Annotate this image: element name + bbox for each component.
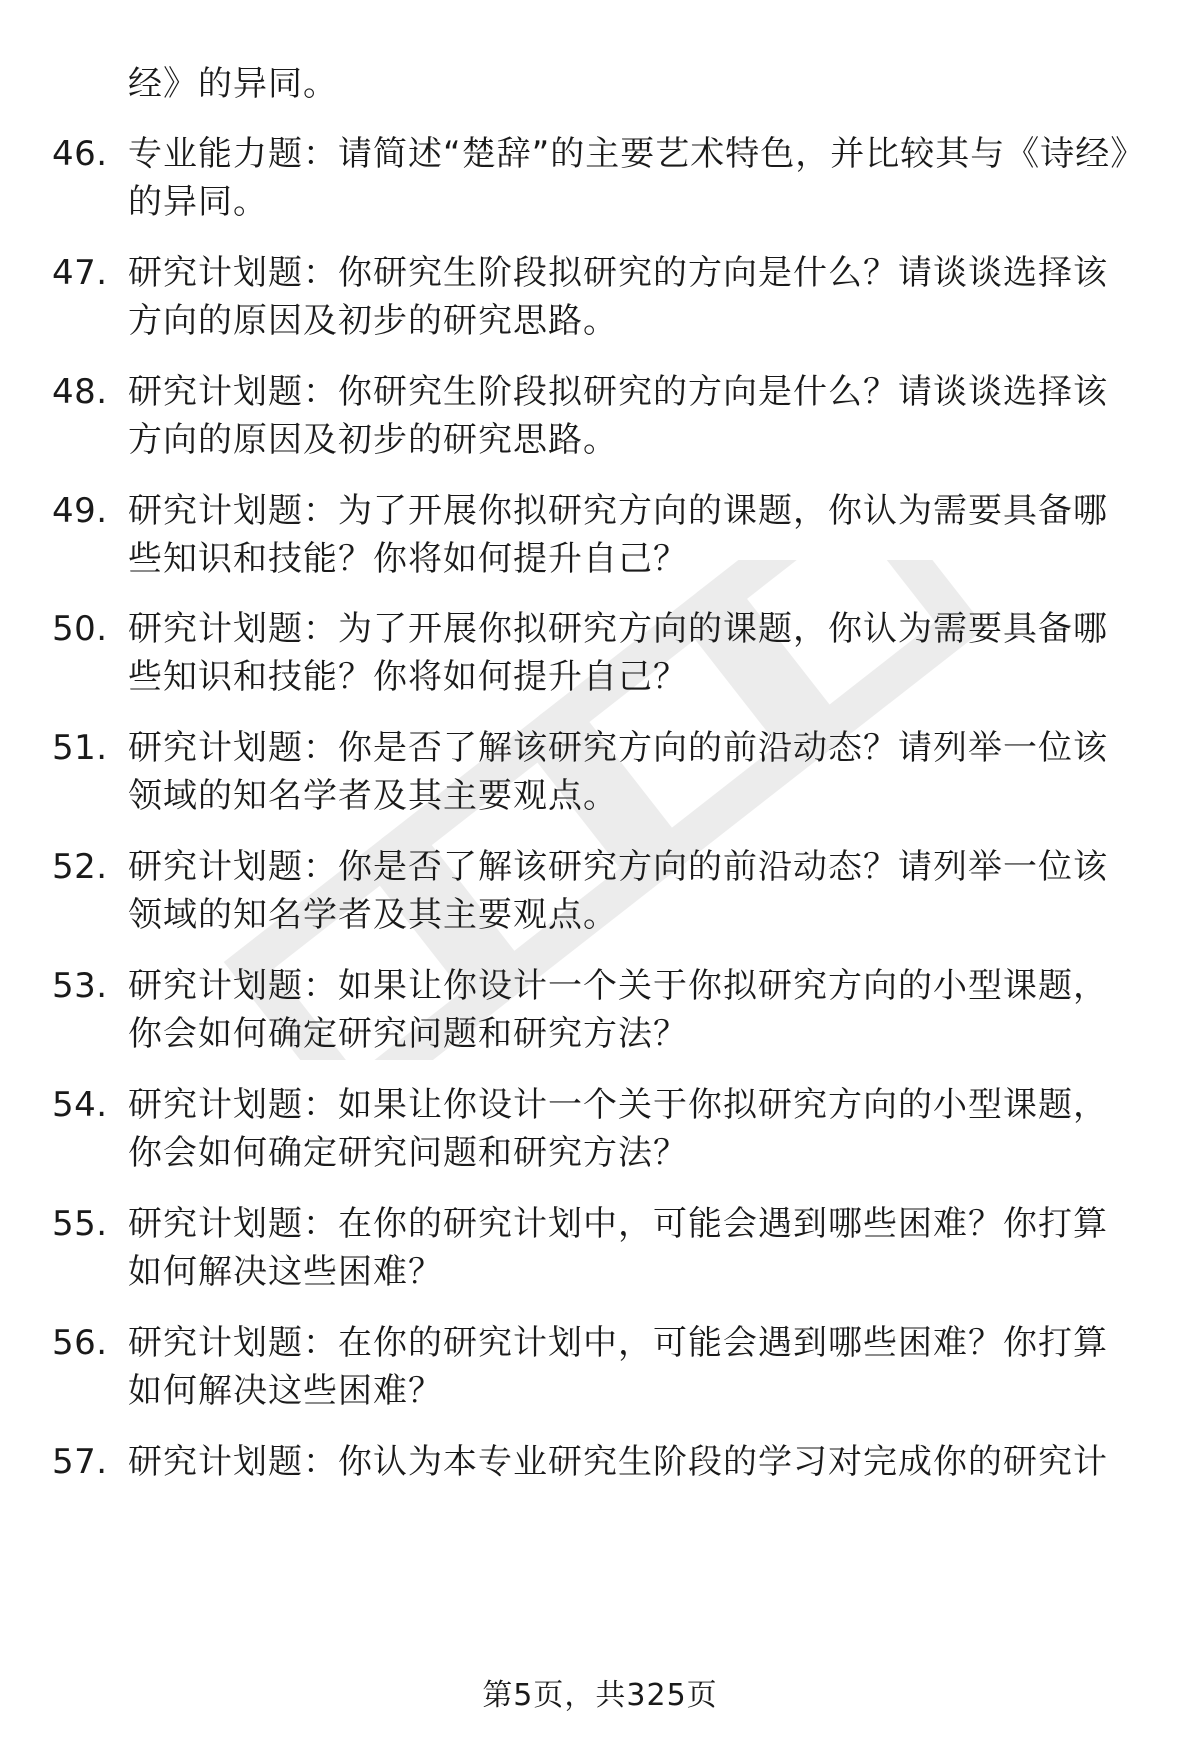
item-number: 47. [52,253,108,293]
continuation-text: 经》的异同。 [128,64,338,104]
page-footer: 第5页，共325页 [482,1678,718,1713]
item-text: 研究计划题：如果让你设计一个关于你拟研究方向的小型课题，你会如何确定研究问题和研究方法？ [128,966,1108,1054]
item-text: 研究计划题：你认为本专业研究生阶段的学习对完成你的研究计 [128,1442,1108,1482]
item-text: 研究计划题：如果让你设计一个关于你拟研究方向的小型课题，你会如何确定研究问题和研究方法？ [128,1085,1108,1173]
item-number: 55. [52,1204,108,1244]
item-text: 研究计划题：为了开展你拟研究方向的课题，你认为需要具备哪些知识和技能？你将如何提升自己？ [128,609,1108,697]
item-number: 52. [52,847,108,887]
item-number: 56. [52,1323,108,1363]
item-text: 研究计划题：在你的研究计划中，可能会遇到哪些困难？你打算如何解决这些困难？ [128,1323,1108,1411]
item-text: 研究计划题：你是否了解该研究方向的前沿动态？请列举一位该领域的知名学者及其主要观点。 [128,728,1108,816]
item-number: 53. [52,966,108,1006]
item-text: 研究计划题：在你的研究计划中，可能会遇到哪些困难？你打算如何解决这些困难？ [128,1204,1108,1292]
item-text: 研究计划题：你是否了解该研究方向的前沿动态？请列举一位该领域的知名学者及其主要观点。 [128,847,1108,935]
item-number: 57. [52,1442,108,1482]
item-number: 50. [52,609,108,649]
item-number: 54. [52,1085,108,1125]
item-number: 46. [52,134,108,174]
item-number: 51. [52,728,108,768]
item-number: 49. [52,491,108,531]
item-text: 研究计划题：你研究生阶段拟研究的方向是什么？请谈谈选择该方向的原因及初步的研究思路。 [128,253,1108,341]
item-number: 48. [52,372,108,412]
item-text: 研究计划题：你研究生阶段拟研究的方向是什么？请谈谈选择该方向的原因及初步的研究思路。 [128,372,1108,460]
item-text: 专业能力题：请简述“楚辞”的主要艺术特色，并比较其与《诗经》的异同。 [128,134,1129,222]
item-text: 研究计划题：为了开展你拟研究方向的课题，你认为需要具备哪些知识和技能？你将如何提升自己？ [128,491,1108,579]
